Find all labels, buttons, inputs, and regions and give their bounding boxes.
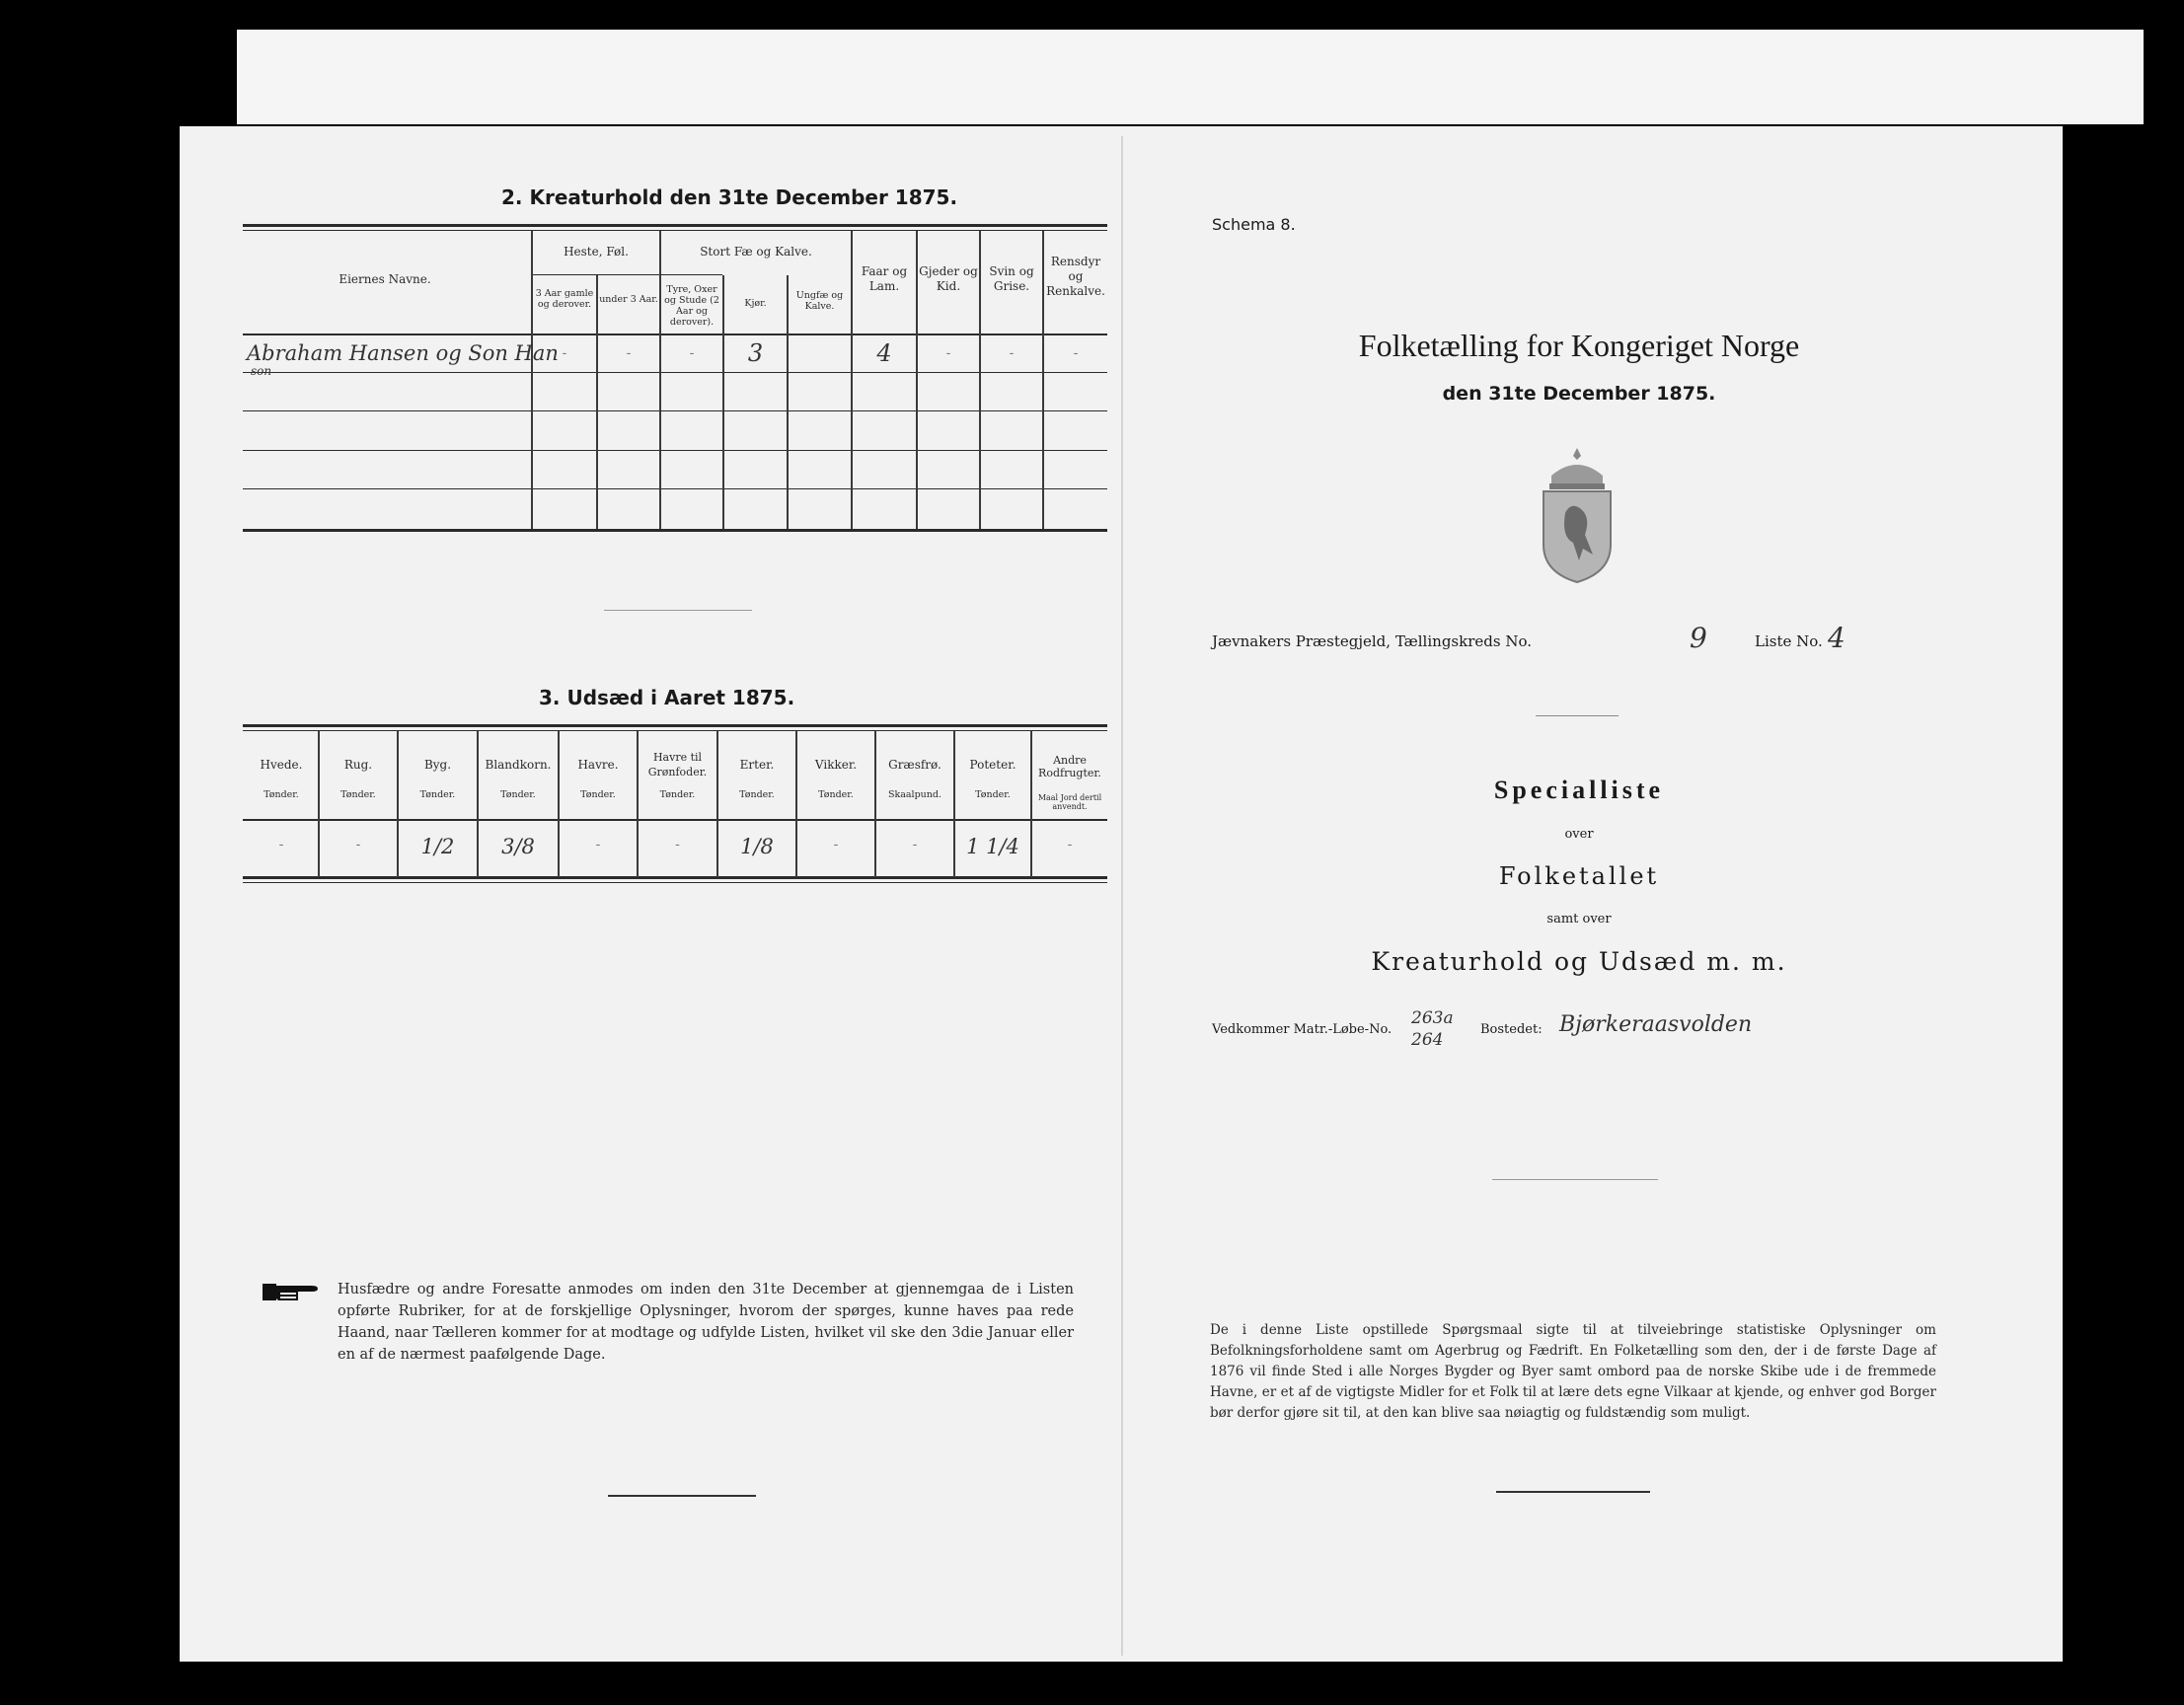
svin-cell: - [1009,345,1015,361]
table2-top-rule-thin [243,230,1107,231]
footer-note: De i denne Liste opstillede Spørgsmaal sigte til at tilveiebringe statistiske Oplysninger om Befolkningsforholdene samt om Agerbrug og Fædrift. En Folketælling som den, der i de første Dage af 1876 vil finde Sted i alle Norges Bygder og Byer samt ombord paa de norske Skibe ude i de fremmede Havne, er et af de vigtigste Midler for et Folk til at lære dets egne Vilkaar at kjende, og enhver god Borger bør derfor gjøre sit til, at den kan blive saa nøiagtig og fuldstændig som muligt. [1210,1322,1936,1421]
page-fold [1121,136,1123,1656]
sub-ungfae-header: Ungfæ og Kalve. [795,290,844,312]
kreaturhold-heading: Kreaturhold og Udsæd m. m. [1371,947,1787,976]
table3-col-divider [318,731,320,877]
main-title: Folketælling for Kongeriget Norge [1358,328,1800,363]
table2-row-rule [243,488,1107,489]
col-heste-header: Heste, Føl. [564,245,629,259]
col-havre-unit: Tønder. [580,789,616,800]
col-havre-header: Havre. [577,758,619,772]
blandkorn-cell: 3/8 [501,835,535,858]
coat-of-arms-icon [1536,446,1619,584]
hvede-cell: - [278,837,284,852]
rensdyr-cell: - [1073,345,1079,361]
table2-col-divider [659,231,661,529]
col-byg-header: Byg. [423,758,452,772]
col-owner-header: Eiernes Navne. [339,272,431,286]
col-hvede-unit: Tønder. [264,789,299,800]
col-poteter-unit: Tønder. [975,789,1011,800]
table3-bottom-rule [243,876,1107,879]
kjer-cell: 3 [747,339,764,367]
havre-cell: - [595,837,601,852]
col-vikker-unit: Tønder. [818,789,854,800]
andre-cell: - [1067,837,1073,852]
pointing-hand-icon [263,1281,328,1302]
col-graesfro-header: Græsfrø. [888,758,941,772]
col-svin-header: Svin og Grise. [989,264,1034,293]
section3-title: 3. Udsæd i Aaret 1875. [539,686,795,709]
bottom-rule [608,1495,756,1497]
matr-no-value-2: 264 [1411,1030,1444,1050]
vikker-cell: - [833,837,839,852]
col-andre-unit: Maal Jord dertil anvendt. [1037,793,1102,811]
samt-over-label: samt over [1546,912,1612,927]
folketallet-heading: Folketallet [1498,862,1660,890]
col-havre-gronfoder-header: Havre til Grønfoder. [647,751,708,778]
instruction-note: Husfædre og andre Foresatte anmodes om inden den 31te December at gjennemgaa de i Listen opførte Rubriker, for at de forskjellige Oplysninger, hvorom der spørges, kunne haves paa rede Haand, naar Tælleren kommer for at modtage og udfylde Listen, hvilket vil ske den 3die Januar eller en af de nærmest paafølgende Dage. [338,1282,1074,1363]
col-byg-unit: Tønder. [419,789,456,800]
bottom-rule-right [1496,1491,1650,1493]
col-erter-unit: Tønder. [739,789,775,800]
table3-col-divider [874,731,876,877]
table2-top-rule [243,224,1107,227]
faar-cell: 4 [876,339,892,367]
col-havre-gronfoder-unit: Tønder. [659,789,696,800]
prestegjeld-label: Jævnakers Præstegjeld, Tællingskreds No. [1212,632,1532,650]
havre-gronfoder-cell: - [675,837,680,852]
col-rensdyr-header: Rensdyr og Renkalve. [1046,255,1105,298]
scan-top-margin [237,30,2144,124]
matr-label: Vedkommer Matr.-Løbe-No. [1212,1022,1393,1037]
table2-col-divider [531,231,533,529]
bostedet-value: Bjørkeraasvolden [1559,1012,1753,1037]
over-label: over [1564,827,1594,842]
owner-name-cell-cont: son [251,364,272,378]
byg-cell: 1/2 [420,835,455,858]
heste-old-cell: - [562,345,567,361]
col-graesfro-unit: Skaalpund. [887,789,942,800]
table3-top-rule [243,724,1107,727]
census-date: den 31te December 1875. [1442,383,1716,405]
col-andre-header: Andre Rodfrugter. [1038,754,1101,779]
table3-col-divider [558,731,560,877]
graesfro-cell: - [912,837,918,852]
col-faar-header: Faar og Lam. [861,264,908,293]
owner-name-cell: Abraham Hansen og Son Han [247,341,559,365]
table2-header-rule [243,334,1107,335]
col-rug-unit: Tønder. [340,789,376,800]
tyre-cell: - [689,345,695,361]
sub-heste-young-header: under 3 Aar. [599,294,658,305]
col-stort-header: Stort Fæ og Kalve. [700,245,812,259]
erter-cell: 1/8 [740,835,774,858]
poteter-cell: 1 1/4 [966,835,1019,858]
table3-header-rule [243,819,1107,821]
table2-col-divider [787,275,789,529]
col-blandkorn-header: Blandkorn. [485,758,552,772]
table3-col-divider [795,731,797,877]
col-blandkorn-unit: Tønder. [500,789,536,800]
section2-title: 2. Kreaturhold den 31te December 1875. [501,185,958,209]
schema-label: Schema 8. [1212,215,1296,234]
table2-group-rule [531,274,722,275]
table2-row-rule [243,450,1107,451]
heste-young-cell: - [626,345,632,361]
ornamental-rule [604,610,752,611]
table3-top-rule-thin [243,730,1107,731]
sub-heste-old-header: 3 Aar gamle og derover. [535,288,594,310]
col-gjeder-header: Gjeder og Kid. [919,264,978,293]
sub-tyre-header: Tyre, Oxer og Stude (2 Aar og derover). [664,284,719,328]
table2-row-rule [243,372,1107,373]
ornamental-rule [1492,1179,1658,1180]
liste-label: Liste No. [1755,632,1823,650]
col-hvede-header: Hvede. [260,758,303,772]
col-vikker-header: Vikker. [814,758,858,772]
col-poteter-header: Poteter. [969,758,1017,772]
rug-cell: - [355,837,361,852]
table2-col-divider [596,275,598,529]
sub-kjer-header: Kjør. [744,298,767,309]
liste-no-value: 4 [1828,622,1845,654]
bostedet-label: Bostedet: [1480,1022,1543,1037]
ornamental-rule [1536,715,1619,716]
matr-no-value-1: 263a [1411,1008,1454,1028]
gjeder-cell: - [945,345,951,361]
col-erter-header: Erter. [739,758,775,772]
table2-row-rule [243,410,1107,411]
kreds-no-value: 9 [1690,622,1707,654]
table2-col-divider [722,275,724,529]
specialliste-heading: Specialliste [1493,776,1665,804]
col-rug-header: Rug. [343,758,373,772]
table3-bottom-rule-thin [243,882,1107,883]
table2-bottom-rule [243,529,1107,532]
